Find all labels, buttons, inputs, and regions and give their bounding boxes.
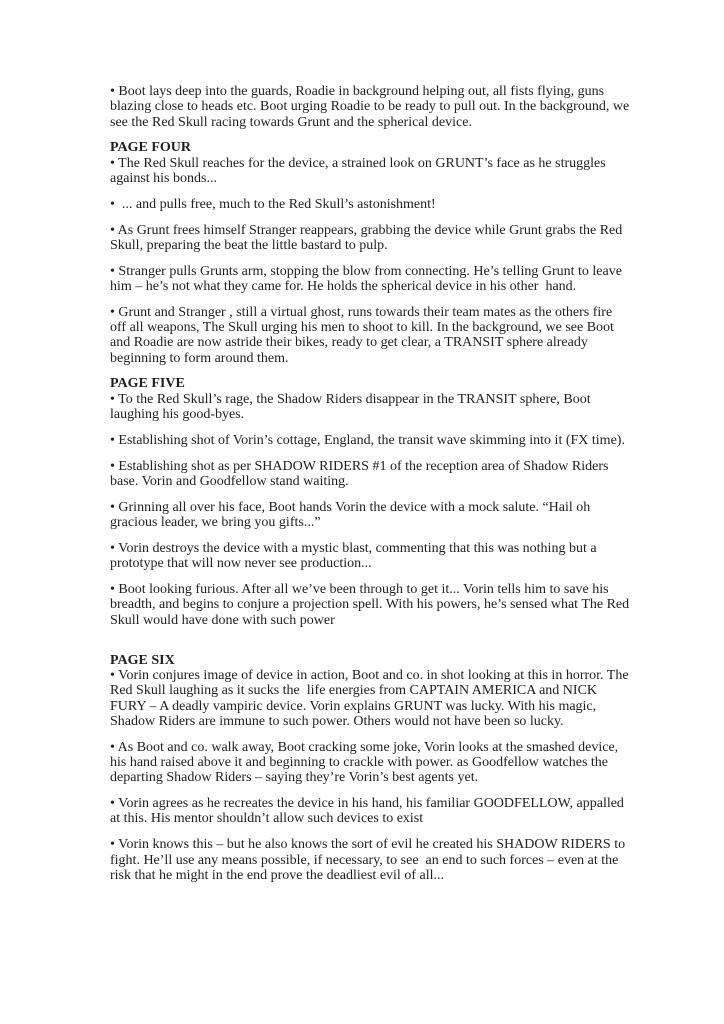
script-paragraph: • Establishing shot as per SHADOW RIDERS #1 of the reception area of Shadow Riders base. Vorin and Goodfellow stand waiting.	[110, 458, 612, 489]
script-paragraph: • Establishing shot of Vorin’s cottage, England, the transit wave skimming into it (FX time).	[110, 432, 625, 448]
script-paragraph: • Boot looking furious. After all we’ve been through to get it... Vorin tells him to save his breadth, and begins to conjure a projection spell. With his powers, he’s sensed what The Red Skull would have done with such power	[110, 581, 633, 628]
script-paragraph: • To the Red Skull’s rage, the Shadow Riders disappear in the TRANSIT sphere, Boot laughing his good-byes.	[110, 391, 595, 423]
script-text-column	[110, 84, 631, 894]
script-paragraph: • Grunt and Stranger , still a virtual ghost, runs towards their team mates as the others fire off all weapons, The Skull urging his men to shoot to kill. In the background, we see Boot and Roadie are now astride their bikes, ready to get clear, a TRANSIT sphere already beginning to form around them.	[110, 304, 618, 366]
script-paragraph: • Boot lays deep into the guards, Roadie in background helping out, all fists flying, guns blazing close to heads etc. Boot urging Roadie to be ready to pull out. In the background, we see the Red Skull racing towards Grunt and the spherical device.	[110, 84, 633, 130]
script-paragraph: • Grinning all over his face, Boot hands Vorin the device with a mock salute. “Hail oh gracious leader, we bring you gifts...”	[110, 499, 594, 531]
page-five-heading: PAGE FIVE	[110, 376, 185, 392]
script-paragraph: • Vorin agrees as he recreates the device in his hand, his familiar GOODFELLOW, appalled at this. His mentor shouldn’t allow such devices to exist	[110, 796, 628, 827]
script-paragraph: • As Boot and co. walk away, Boot cracking some joke, Vorin looks at the smashed device, his hand raised above it and beginning to crackle with power. as Goodfellow watches the departing Shadow Riders – saying they’re Vorin’s best agents yet.	[110, 739, 622, 786]
script-paragraph: • The Red Skull reaches for the device, a strained look on GRUNT’s face as he struggles against his bonds...	[110, 155, 610, 186]
script-paragraph: • Stranger pulls Grunts arm, stopping the blow from connecting. He’s telling Grunt to leave him – he’s not what they came for. He holds the spherical device in his other hand.	[110, 263, 626, 294]
page-four-heading: PAGE FOUR	[110, 140, 192, 156]
script-paragraph: • Vorin destroys the device with a mystic blast, commenting that this was nothing but a prototype that will now never see production...	[110, 540, 601, 572]
page-six-heading: PAGE SIX	[110, 652, 175, 668]
script-paragraph: • Vorin conjures image of device in action, Boot and co. in shot looking at this in horror. The Red Skull laughing as it sucks the life energies from CAPTAIN AMERICA and NICK FURY – A deadly vampiric device. Vorin explains GRUNT was lucky. With his magic, Shadow Riders are immune to such power. Others would not have been so lucky.	[110, 668, 633, 729]
script-paragraph: • ... and pulls free, much to the Red Skull’s astonishment!	[110, 196, 436, 212]
script-paragraph: • As Grunt frees himself Stranger reappears, grabbing the device while Grunt grabs the Red Skull, preparing the beat the little bastard to pulp.	[110, 222, 626, 253]
script-paragraph: • Vorin knows this – but he also knows the sort of evil he created his SHADOW RIDERS to fight. He’ll use any means possible, if necessary, to see an end to such forces – even at the risk that he might in the end prove the deadliest evil of all...	[110, 837, 629, 883]
